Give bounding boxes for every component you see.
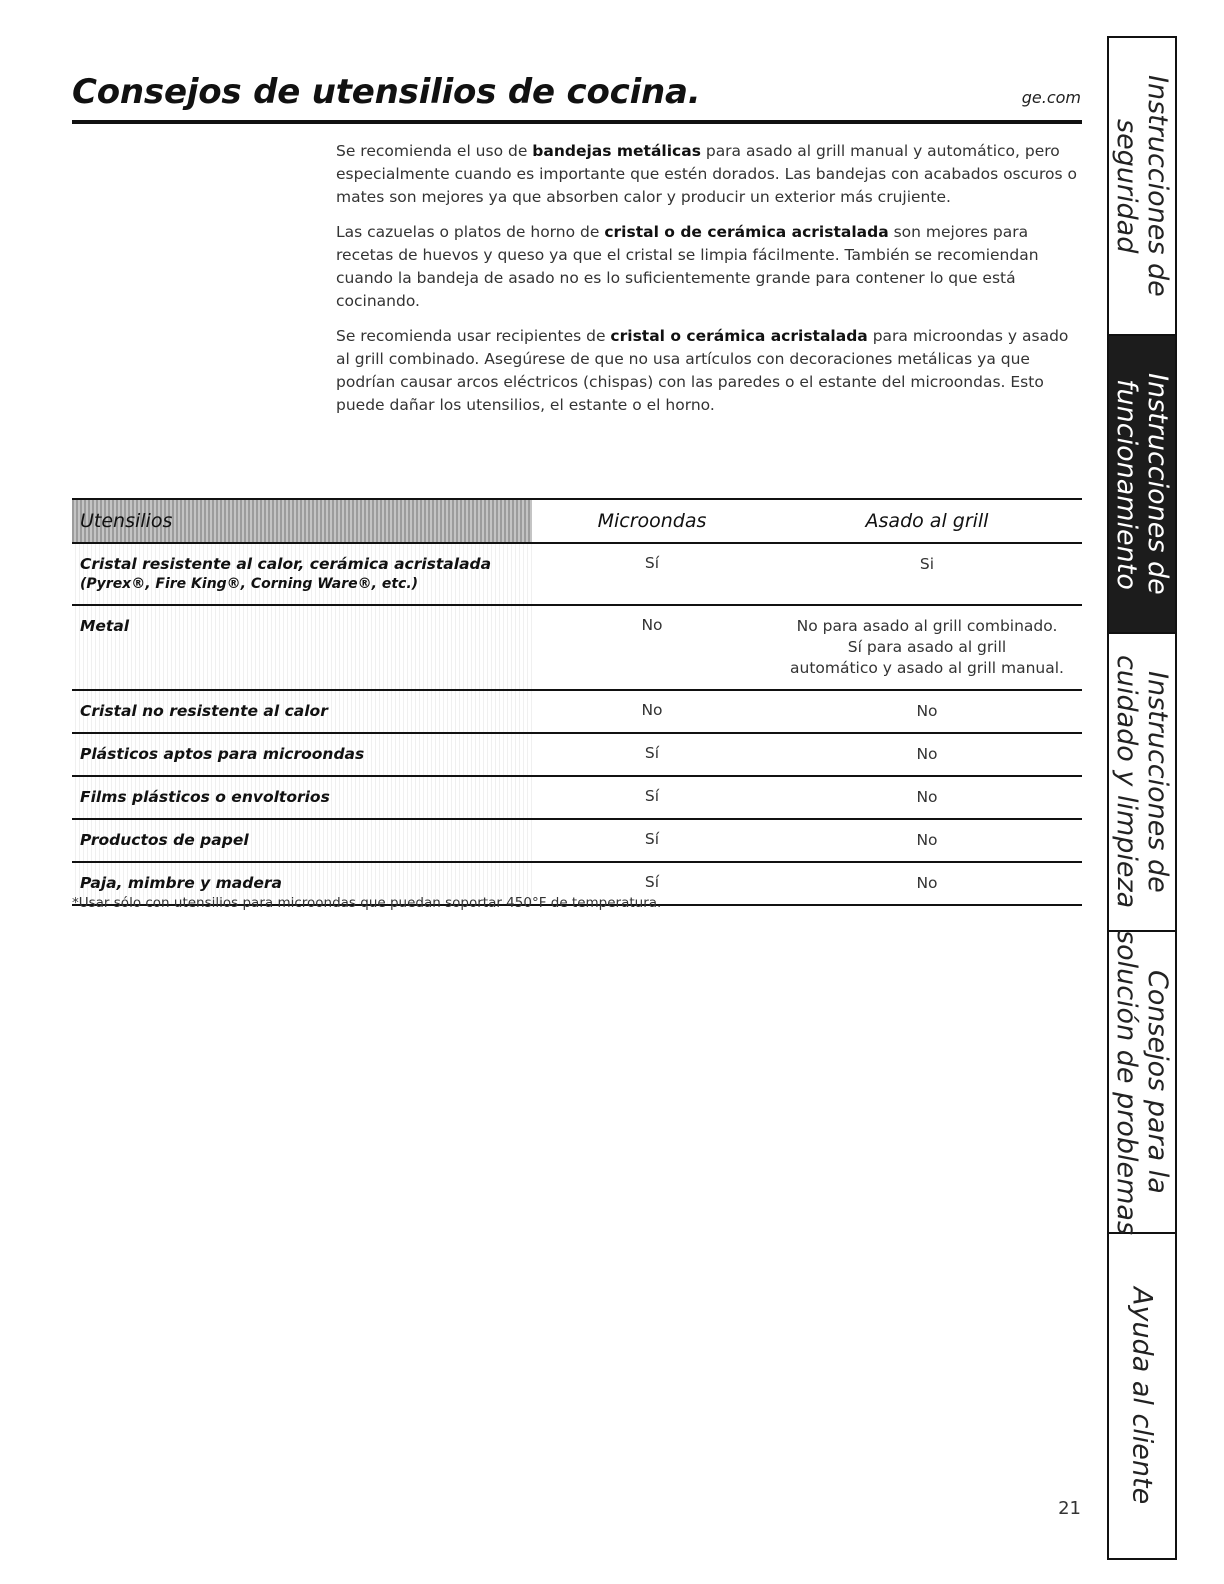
utensil-name: Productos de papel — [80, 831, 249, 849]
grill-cell-line: No para asado al grill combinado. — [796, 617, 1058, 635]
intro-p3-text-a: Se recomienda usar recipientes de — [336, 327, 611, 345]
grill-cell-line: No — [916, 745, 938, 763]
grill-cell-line: No — [916, 874, 938, 892]
grill-cell-line: No — [916, 788, 938, 806]
utensil-name: Films plásticos o envoltorios — [80, 788, 330, 806]
sidebar-tab-label — [1111, 373, 1173, 595]
utensil-cell — [72, 605, 532, 690]
grill-cell-line: No — [916, 702, 938, 720]
site-url: ge.com — [1021, 88, 1081, 107]
grill-cell-line: automático y asado al grill manual. — [790, 659, 1064, 677]
intro-paragraph-3 — [336, 325, 1081, 417]
utensil-name: Plásticos aptos para microondas — [80, 745, 365, 763]
utensil-name: Cristal resistente al calor, cerámica acristalada — [80, 555, 492, 573]
intro-paragraph-2 — [336, 221, 1081, 313]
microwave-cell: Sí — [532, 776, 772, 819]
sidebar-tab-label — [1111, 655, 1173, 908]
sidebar-tab-label-line: funcionamiento — [1111, 378, 1142, 590]
title-rule — [72, 120, 1082, 124]
table-row — [72, 776, 1082, 819]
table-row — [72, 733, 1082, 776]
sidebar-tab-label-line: solución de problemas — [1111, 929, 1142, 1235]
sidebar-tab-5[interactable] — [1109, 1234, 1175, 1558]
table-row — [72, 605, 1082, 690]
sidebar-tab-label-line: Consejos para la — [1142, 970, 1173, 1194]
intro-p1-text-a: Se recomienda el uso de — [336, 142, 533, 160]
grill-cell — [772, 819, 1082, 862]
microwave-cell: Sí — [532, 819, 772, 862]
sidebar-tab-3[interactable] — [1109, 634, 1175, 932]
page-title: Consejos de utensilios de cocina. — [72, 72, 701, 112]
microwave-cell: No — [532, 605, 772, 690]
sidebar-tab-label-line: Instrucciones de — [1142, 671, 1173, 893]
header-microwave: Microondas — [532, 499, 772, 543]
microwave-cell: Sí — [532, 733, 772, 776]
intro-paragraph-1 — [336, 140, 1081, 209]
utensil-name: Paja, mimbre y madera — [80, 874, 282, 892]
grill-cell — [772, 605, 1082, 690]
sidebar-tab-label-line: Instrucciones de — [1142, 75, 1173, 297]
sidebar-tab-2[interactable] — [1109, 336, 1175, 634]
grill-cell-line: Si — [919, 555, 935, 573]
table-row — [72, 819, 1082, 862]
section-sidebar — [1107, 36, 1177, 1560]
microwave-cell: Sí — [532, 862, 772, 905]
table-body — [72, 543, 1082, 905]
header-grill: Asado al grill — [772, 499, 1082, 543]
microwave-cell: Sí — [532, 543, 772, 605]
table-row — [72, 690, 1082, 733]
grill-cell — [772, 543, 1082, 605]
intro-p1-bold: bandejas metálicas — [532, 142, 701, 160]
intro-p1-text-c: para asado al grill manual y automático, pero especialmente cuando es importante que estén dorados. Las bandejas con acabados oscuros o mates son mejores ya que absorben calor y producir un exterior más crujiente. — [336, 142, 1077, 206]
utensil-cell — [72, 690, 532, 733]
utensil-cell — [72, 543, 532, 605]
sidebar-tab-label-line: seguridad — [1111, 118, 1142, 254]
intro-p2-text-a: Las cazuelas o platos de horno de — [336, 223, 605, 241]
sidebar-tab-4[interactable] — [1109, 929, 1175, 1235]
cookware-table — [72, 498, 1082, 906]
footnote: *Usar sólo con utensilios para microondas que puedan soportar 450°F de temperatura. — [72, 895, 662, 911]
grill-cell-line: No — [916, 831, 938, 849]
sidebar-tab-label — [1127, 1287, 1158, 1504]
utensil-cell — [72, 733, 532, 776]
sidebar-tab-label — [1111, 75, 1173, 297]
sidebar-tab-1[interactable] — [1109, 38, 1175, 336]
intro-p3-text-c: para microondas y asado al grill combinado. Asegúrese de que no usa artículos con decoraciones metálicas ya que podrían causar arcos eléctricos (chispas) con las paredes o el estante del microondas. Esto puede dañar los utensilios, el estante o el horno. — [336, 327, 1069, 414]
intro-p3-bold: cristal o cerámica acristalada — [610, 327, 868, 345]
table-header-row — [72, 499, 1082, 543]
grill-cell — [772, 690, 1082, 733]
sidebar-tab-label — [1111, 930, 1173, 1235]
intro-p2-bold: cristal o de cerámica acristalada — [604, 223, 889, 241]
sidebar-tab-label-line: cuidado y limpieza — [1111, 655, 1142, 909]
grill-cell — [772, 733, 1082, 776]
intro-text — [336, 140, 1081, 429]
utensil-cell — [72, 819, 532, 862]
sidebar-tab-label-line: Instrucciones de — [1142, 373, 1173, 595]
utensil-examples: (Pyrex®, Fire King®, Corning Ware®, etc.) — [80, 576, 419, 592]
intro-p2-text-c: son mejores para recetas de huevos y queso ya que el cristal se limpia fácilmente. También se recomiendan cuando la bandeja de asado no es lo suficientemente grande para contener lo que está cocinando. — [336, 223, 1039, 310]
page-number: 21 — [1058, 1498, 1081, 1519]
microwave-cell: No — [532, 690, 772, 733]
table-row — [72, 543, 1082, 605]
grill-cell-line: Sí para asado al grill — [847, 638, 1007, 656]
utensil-cell — [72, 776, 532, 819]
grill-cell — [772, 776, 1082, 819]
utensil-name: Cristal no resistente al calor — [80, 702, 328, 720]
sidebar-tab-label-line: Ayuda al cliente — [1126, 1287, 1158, 1505]
header-utensils: Utensilios — [72, 499, 532, 543]
grill-cell — [772, 862, 1082, 905]
utensil-name: Metal — [80, 617, 130, 635]
